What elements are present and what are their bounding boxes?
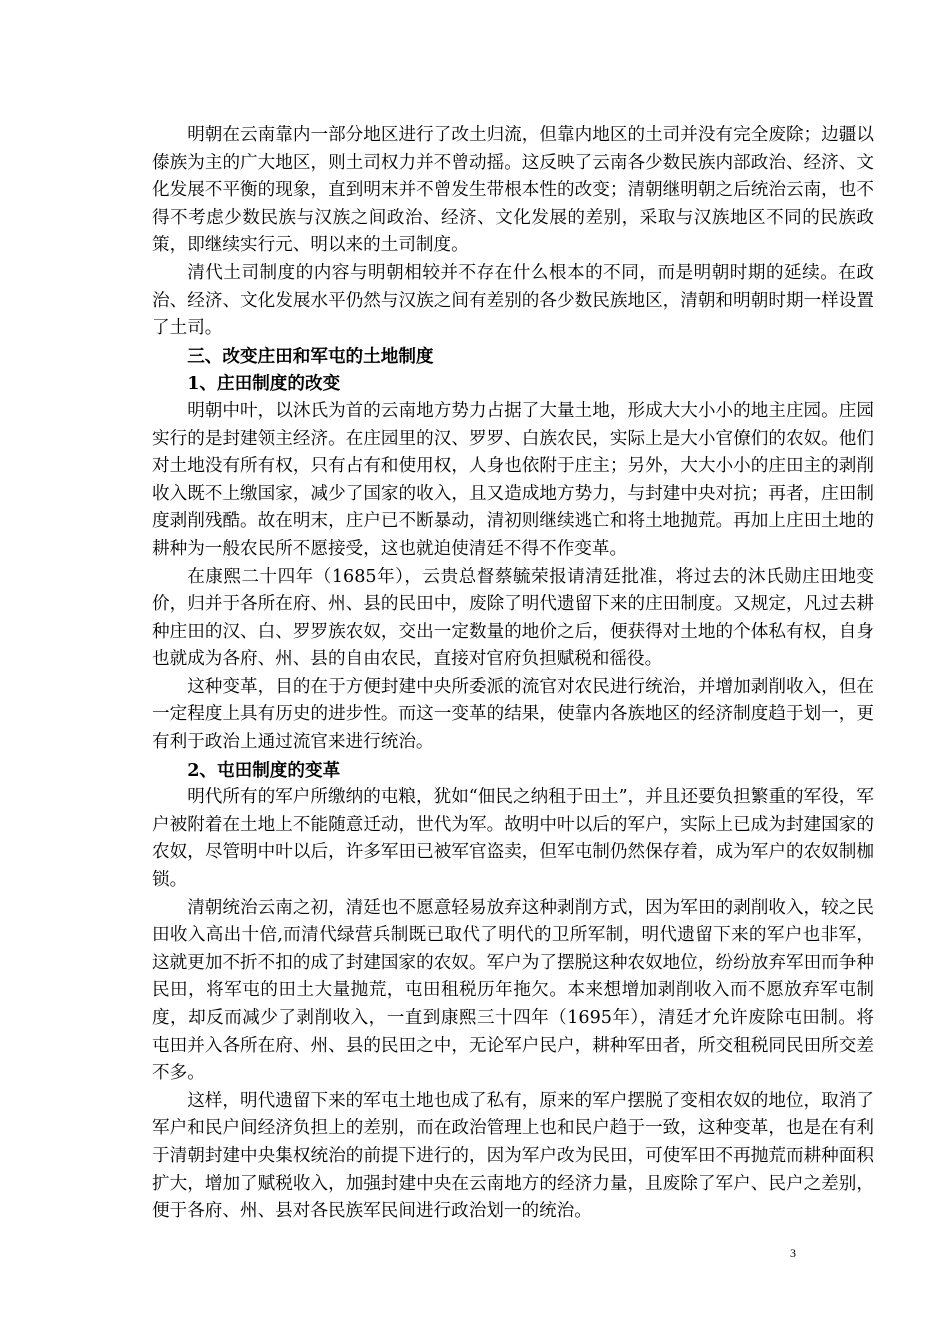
paragraph-tuntian-result: 这样，明代遗留下来的军屯土地也成了私有，原来的军户摆脱了变相农奴的地位，取消了军户和民户间经济负担上的差别，而在政治管理上也和民户趋于一致，这种变革，也是在有利于清朝封建中央集权统治的前提下进行的，因为军户改为民田，可使军田不再抛荒而耕种面积扩大，增加了赋税收入，加强封建中央在云南地方的经济力量，且废除了军户、民户之差别，便于各府、州、县对各民族军民间进行政治划一的统治。 [152, 1090, 874, 1222]
page-number: 3 [790, 1246, 796, 1260]
paragraph-tusi-ming: 明朝在云南靠内一部分地区进行了改土归流，但靠内地区的土司并没有完全废除；边疆以傣族为主的广大地区，则土司权力并不曾动摇。这反映了云南各少数民族内部政治、经济、文化发展不平衡的现象，直到明末并不曾发生带根本性的改变；清朝继明朝之后统治云南，也不得不考虑少数民族与汉族之间政治、经济、文化发展的差别，采取与汉族地区不同的民族政策，即继续实行元、明以来的土司制度。 [152, 125, 874, 256]
paragraph-zhuangtian-result: 这种变革，目的在于方便封建中央所委派的流官对农民进行统治，并增加剥削收入，但在一定程度上具有历史的进步性。而这一变革的结果，使靠内各族地区的经济制度趋于划一，更有利于政治上通过流官来进行统治。 [152, 676, 874, 753]
subsection-heading-tuntian: 2、屯田制度的变革 [187, 759, 341, 781]
paragraph-zhuangtian-background: 明朝中叶，以沐氏为首的云南地方势力占据了大量土地，形成大大小小的地主庄园。庄园实行的是封建领主经济。在庄园里的汉、罗罗、白族农民，实际上是大小官僚们的农奴。他们对土地没有所有权，只有占有和使用权，人身也依附于庄主；另外，大大小小的庄田主的剥削收入既不上缴国家，减少了国家的收入，且又造成地方势力，与封建中央对抗；再者，庄田制度剥削残酷。故在明末，庄户已不断暴动，清初则继续逃亡和将土地抛荒。再加上庄田土地的耕种为一般农民所不愿接受，这也就迫使清廷不得不作变革。 [152, 400, 874, 559]
paragraph-tuntian-qing: 清朝统治云南之初，清廷也不愿意轻易放弃这种剥削方式，因为军田的剥削收入，较之民田收入高出十倍,而清代绿营兵制既已取代了明代的卫所军制，明代遗留下来的军户也非军，这就更加不折不扣的成了封建国家的农奴。军户为了摆脱这种农奴地位，纷纷放弃军田而争种民田，将军屯的田土大量抛荒，屯田租税历年拖欠。本来想增加剥削收入而不愿放弃军屯制度，却反而减少了剥削收入，一直到康熙三十四年（1695年），清廷才允许废除屯田制。将屯田并入各所在府、州、县的民田之中，无论军户民户，耕种军田者，所交租税同民田所交差不多。 [152, 897, 874, 1084]
paragraph-tusi-qing: 清代土司制度的内容与明朝相较并不存在什么根本的不同，而是明朝时期的延续。在政治、经济、文化发展水平仍然与汉族之间有差别的各少数民族地区，清朝和明朝时期一样设置了土司。 [152, 262, 874, 339]
section-heading-land-system: 三、改变庄田和军屯的土地制度 [187, 345, 434, 367]
subsection-heading-zhuangtian: 1、庄田制度的改变 [187, 373, 341, 395]
paragraph-tuntian-ming: 明代所有的军户所缴纳的屯粮，犹如“佃民之纳租于田土”，并且还要负担繁重的军役，军户被附着在土地上不能随意迁动，世代为军。故明中叶以后的军户，实际上已成为封建国家的农奴，尽管明中叶以后，许多军田已被军官盗卖，但军屯制仍然保存着，成为军户的农奴制枷锁。 [152, 787, 874, 891]
paragraph-zhuangtian-reform: 在康熙二十四年（1685年），云贵总督蔡毓荣报请清廷批准，将过去的沐氏勋庄田地变价，归并于各所在府、州、县的民田中，废除了明代遗留下来的庄田制度。又规定，凡过去耕种庄田的汉、白、罗罗族农奴，交出一定数量的地价之后，便获得对土地的个体私有权，自身也就成为各府、州、县的自由农民，直接对官府负担赋税和徭役。 [152, 566, 874, 670]
document-body [152, 122, 874, 1226]
